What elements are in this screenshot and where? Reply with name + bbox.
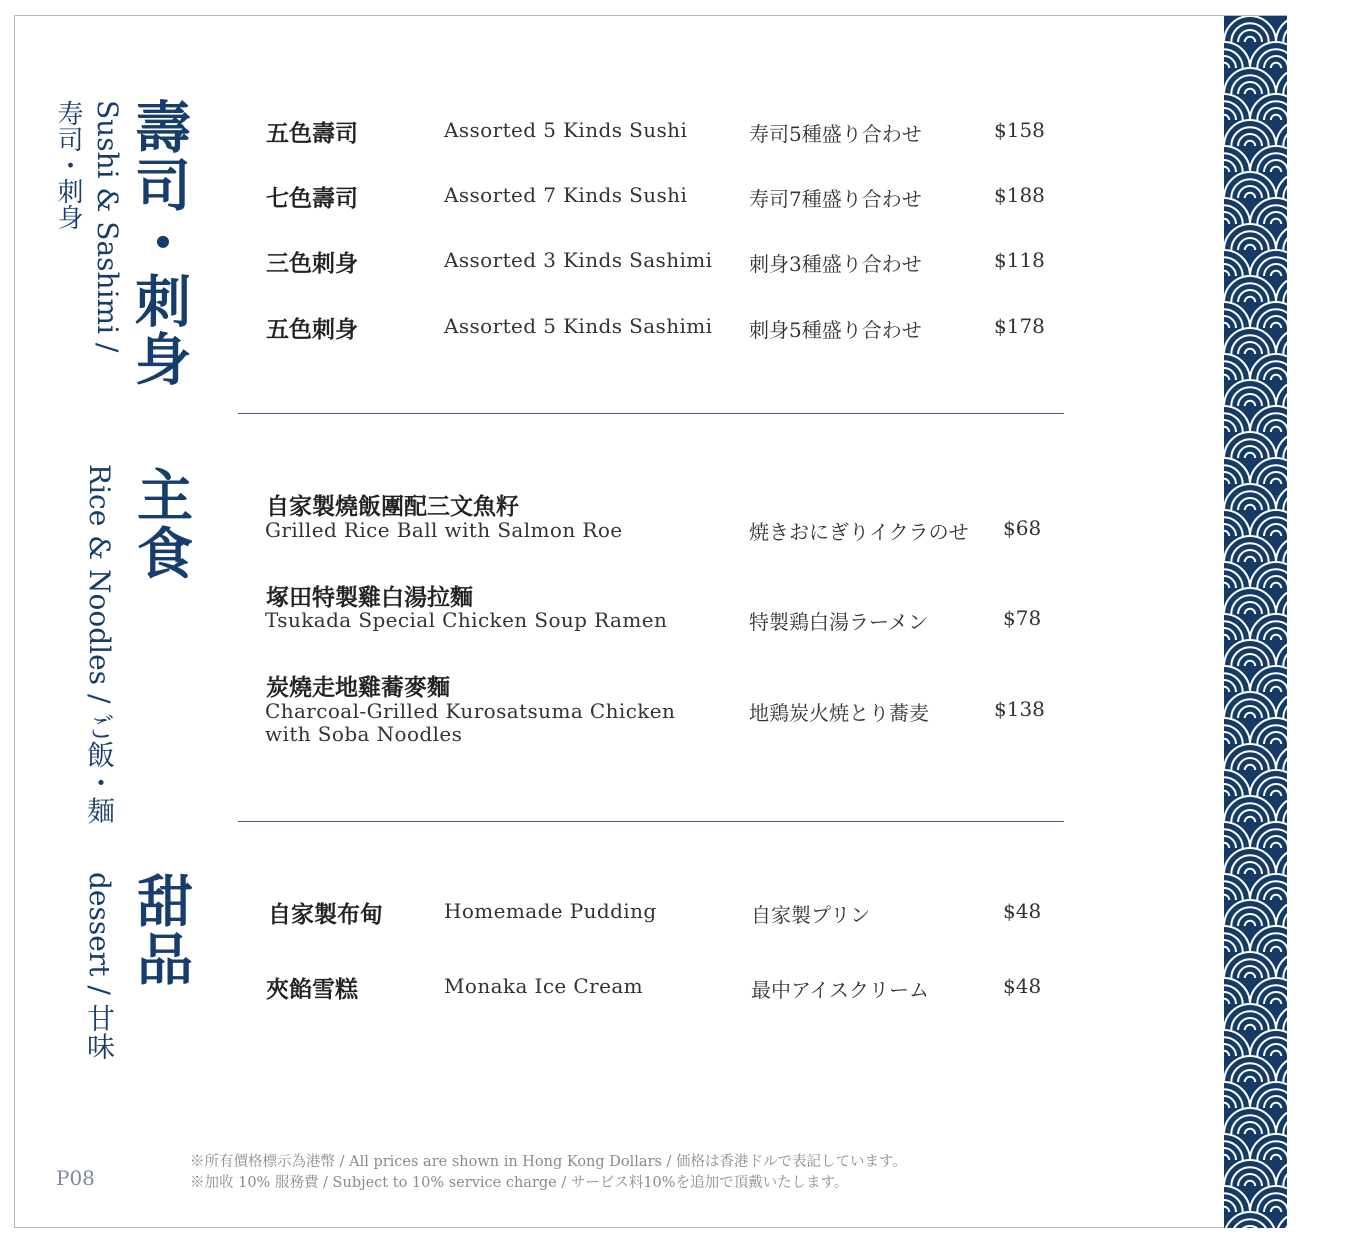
item-name-jp: 最中アイスクリーム bbox=[751, 978, 929, 1002]
section-subtitle-rice: Rice & Noodles / ご飯・麺 bbox=[83, 464, 116, 825]
footer-note-currency: ※所有價格標示為港幣 / All prices are shown in Hong Kong Dollars / 価格は香港ドルで表記しています。 bbox=[190, 1154, 907, 1170]
seigaiha-wave-pattern bbox=[1224, 16, 1287, 1228]
item-name-zh: 自家製燒飯團配三文魚籽 bbox=[266, 493, 519, 520]
item-price: $118 bbox=[994, 248, 1045, 272]
section-divider bbox=[238, 821, 1064, 822]
item-name-en: Homemade Pudding bbox=[444, 899, 657, 923]
item-name-jp: 地鶏炭火焼とり蕎麦 bbox=[749, 701, 929, 725]
item-name-zh: 自家製布甸 bbox=[268, 901, 383, 928]
section-subtitle-sushi-en: Sushi & Sashimi / bbox=[91, 100, 124, 353]
item-price: $138 bbox=[994, 697, 1045, 721]
item-name-jp: 刺身3種盛り合わせ bbox=[749, 252, 922, 276]
item-name-en: Assorted 7 Kinds Sushi bbox=[444, 183, 688, 207]
item-name-zh: 五色壽司 bbox=[266, 120, 358, 147]
item-name-jp: 寿司5種盛り合わせ bbox=[749, 122, 922, 146]
section-divider bbox=[238, 413, 1064, 414]
item-name-en-line2: with Soba Noodles bbox=[265, 722, 463, 746]
item-price: $78 bbox=[1003, 606, 1042, 630]
page-number: P08 bbox=[56, 1166, 95, 1190]
section-title-dessert: 甜品 bbox=[128, 872, 194, 988]
item-price: $48 bbox=[1003, 974, 1042, 998]
item-name-jp: 焼きおにぎりイクラのせ bbox=[749, 520, 969, 544]
item-name-zh: 七色壽司 bbox=[266, 185, 358, 212]
item-name-jp: 特製鶏白湯ラーメン bbox=[749, 610, 928, 634]
item-price: $178 bbox=[994, 314, 1045, 338]
item-name-jp: 自家製プリン bbox=[751, 903, 871, 927]
item-price: $68 bbox=[1003, 516, 1042, 540]
item-name-jp: 刺身5種盛り合わせ bbox=[749, 318, 922, 342]
item-price: $158 bbox=[994, 118, 1045, 142]
item-name-zh: 塚田特製雞白湯拉麵 bbox=[266, 584, 473, 611]
item-name-en: Assorted 5 Kinds Sushi bbox=[444, 118, 688, 142]
item-name-jp: 寿司7種盛り合わせ bbox=[749, 187, 922, 211]
item-name-en: Assorted 5 Kinds Sashimi bbox=[444, 314, 713, 338]
item-price: $48 bbox=[1003, 899, 1042, 923]
wave-pattern-strip bbox=[1224, 16, 1287, 1228]
item-name-en: Grilled Rice Ball with Salmon Roe bbox=[265, 518, 623, 542]
item-name-zh: 炭燒走地雞蕎麥麵 bbox=[266, 674, 450, 701]
section-title-rice: 主食 bbox=[128, 466, 194, 582]
item-name-zh: 三色刺身 bbox=[266, 250, 358, 277]
section-title-sushi: 壽司・刺身 bbox=[126, 98, 192, 388]
item-name-en: Charcoal-Grilled Kurosatsuma Chicken bbox=[265, 699, 676, 723]
section-subtitle-dessert: dessert / 甘味 bbox=[83, 872, 116, 1060]
item-price: $188 bbox=[994, 183, 1045, 207]
footer-note-service-charge: ※加收 10% 服務費 / Subject to 10% service charge / サービス料10%を追加で頂戴いたします。 bbox=[190, 1175, 849, 1191]
item-name-en: Tsukada Special Chicken Soup Ramen bbox=[265, 608, 668, 632]
item-name-en: Assorted 3 Kinds Sashimi bbox=[444, 248, 713, 272]
item-name-zh: 夾餡雪糕 bbox=[266, 976, 358, 1003]
item-name-en: Monaka Ice Cream bbox=[444, 974, 644, 998]
item-name-zh: 五色刺身 bbox=[266, 316, 358, 343]
section-subtitle-sushi-jp: 寿司・刺身 bbox=[53, 100, 83, 230]
